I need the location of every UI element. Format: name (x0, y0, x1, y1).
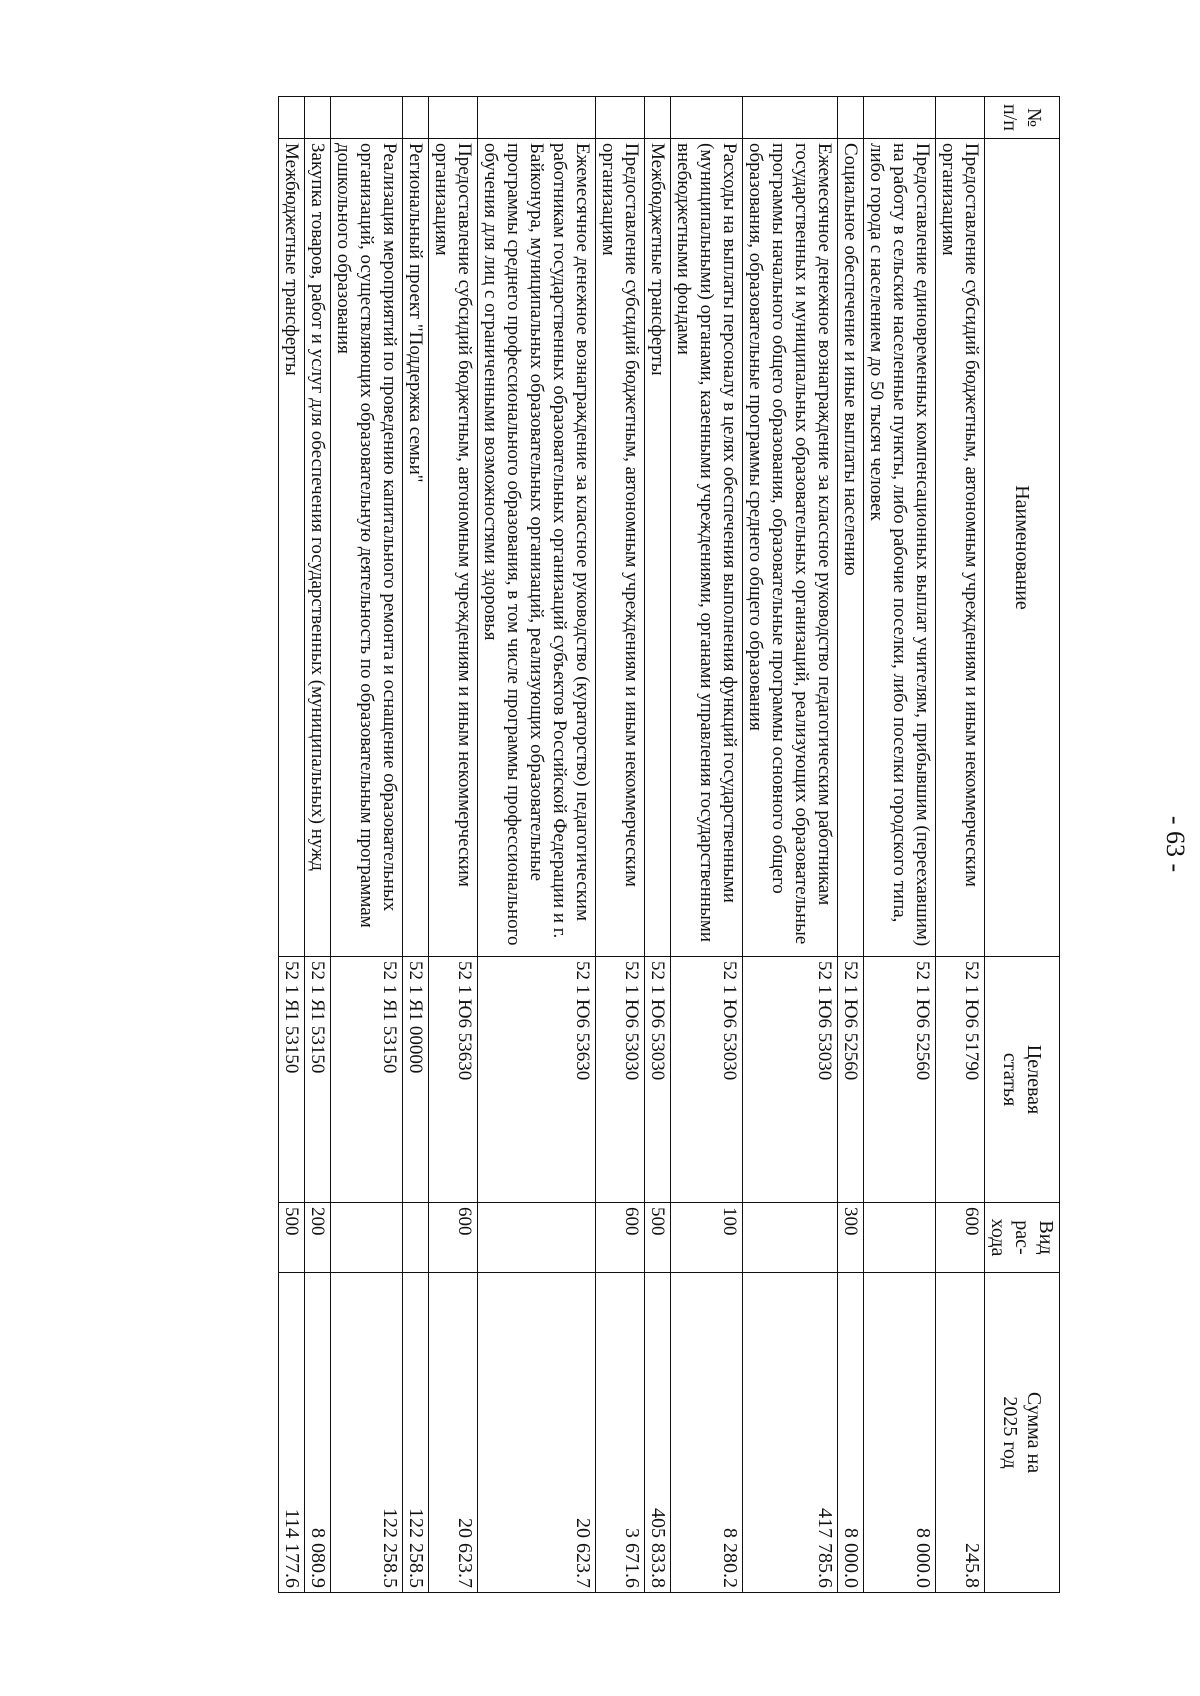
cell-kind: 600 (429, 1203, 478, 1273)
cell-kind: 200 (305, 1203, 331, 1273)
cell-num (478, 97, 596, 139)
cell-code: 52 1 Ю6 53630 (478, 957, 596, 1203)
header-num-text: № п/п (999, 104, 1045, 131)
cell-kind (864, 1203, 936, 1273)
header-kind-text: Вид рас- хода (987, 1218, 1057, 1257)
cell-num (838, 97, 864, 139)
cell-code: 52 1 Ю6 53030 (645, 957, 671, 1203)
cell-kind: 300 (838, 1203, 864, 1273)
cell-name: Социальное обеспечение и иные выплаты населению (838, 139, 864, 957)
cell-kind: 500 (279, 1203, 305, 1273)
cell-name: Предоставление субсидий бюджетным, автономным учреждениям и иным некоммерческим организациям (429, 139, 478, 957)
cell-amount: 417 785.6 (743, 1273, 838, 1593)
cell-kind: 100 (671, 1203, 743, 1273)
cell-name: Расходы на выплаты персоналу в целях обеспечения выполнения функций государственными (муниципальными) органами, казенными учреждениями, органами управления государственными внебюджетными фондами (671, 139, 743, 957)
cell-kind (403, 1203, 429, 1273)
cell-amount: 122 258.5 (331, 1273, 403, 1593)
cell-kind: 500 (645, 1203, 671, 1273)
cell-amount: 114 177.6 (279, 1273, 305, 1593)
cell-num (743, 97, 838, 139)
cell-name: Региональный проект "Поддержка семьи" (403, 139, 429, 957)
cell-code: 52 1 Я1 00000 (403, 957, 429, 1203)
cell-amount: 8 280.2 (671, 1273, 743, 1593)
table-row (279, 97, 305, 1593)
cell-amount: 3 671.6 (596, 1273, 645, 1593)
cell-amount: 122 258.5 (403, 1273, 429, 1593)
cell-name: Предоставление субсидий бюджетным, автономным учреждениям и иным некоммерческим организациям (596, 139, 645, 957)
cell-num (864, 97, 936, 139)
cell-code: 52 1 Ю6 53030 (596, 957, 645, 1203)
header-row (985, 97, 1060, 1593)
header-name-text: Наименование (1011, 485, 1033, 610)
cell-code: 52 1 Ю6 52560 (838, 957, 864, 1203)
header-amount-text: Сумма на 2025 год (999, 1391, 1045, 1474)
cell-name: Закупка товаров, работ и услуг для обеспечения государственных (муниципальных) нужд (305, 139, 331, 957)
cell-amount: 8 080.9 (305, 1273, 331, 1593)
cell-amount: 405 833.8 (645, 1273, 671, 1593)
table-row (671, 97, 743, 1593)
cell-code: 52 1 Я1 53150 (279, 957, 305, 1203)
cell-num (403, 97, 429, 139)
cell-name: Реализация мероприятий по проведению капитального ремонта и оснащение образовательных организаций, осуществляющих образовательную деятельность по образовательным программам дошкольного образования (331, 139, 403, 957)
cell-name: Предоставление субсидий бюджетным, автономным учреждениям и иным некоммерческим организациям (936, 139, 985, 957)
cell-amount: 8 000.0 (864, 1273, 936, 1593)
cell-code: 52 1 Ю6 52560 (864, 957, 936, 1203)
page-number: - 63 - (1161, 815, 1190, 873)
header-code (985, 957, 1060, 1203)
cell-name: Предоставление единовременных компенсационных выплат учителям, прибывшим (переехавшим) на работу в сельские населенные пункты, либо рабочие поселки, либо поселки городского типа, либо города с населением до 50 тысяч человек (864, 139, 936, 957)
cell-num (279, 97, 305, 139)
cell-amount: 245.8 (936, 1273, 985, 1593)
table-row (403, 97, 429, 1593)
header-amount (985, 1273, 1060, 1593)
cell-amount: 20 623.7 (478, 1273, 596, 1593)
cell-code: 52 1 Я1 53150 (305, 957, 331, 1203)
cell-kind: 600 (596, 1203, 645, 1273)
cell-kind: 600 (936, 1203, 985, 1273)
cell-code: 52 1 Ю6 53030 (743, 957, 838, 1203)
cell-kind (331, 1203, 403, 1273)
header-code-text: Целевая статья (999, 1044, 1045, 1115)
cell-amount: 8 000.0 (838, 1273, 864, 1593)
table-row (429, 97, 478, 1593)
cell-name: Межбюджетные трансферты (645, 139, 671, 957)
cell-num (671, 97, 743, 139)
header-name (985, 139, 1060, 957)
cell-kind (478, 1203, 596, 1273)
table-row (864, 97, 936, 1593)
table-row (936, 97, 985, 1593)
cell-num (936, 97, 985, 139)
table-row (838, 97, 864, 1593)
cell-code: 52 1 Ю6 53630 (429, 957, 478, 1203)
cell-num (596, 97, 645, 139)
table-row (743, 97, 838, 1593)
cell-code: 52 1 Я1 53150 (331, 957, 403, 1203)
table-row (596, 97, 645, 1593)
cell-name: Ежемесячное денежное вознаграждение за классное руководство (кураторство) педагогическим работникам государственных образовательных организаций субъектов Российской Федерации и г. Байконура, муниципальных образовательных организаций, реализующих образовательные программы среднего профессионального образования, в том числе программы профессионального обучения для лиц с ограниченными возможностями здоровья (478, 139, 596, 957)
table-row (331, 97, 403, 1593)
cell-num (305, 97, 331, 139)
header-num (985, 97, 1060, 139)
table-row (478, 97, 596, 1593)
rotated-content (120, 96, 1190, 1592)
cell-name: Ежемесячное денежное вознаграждение за классное руководство педагогическим работникам государственных и муниципальных образовательных организаций, реализующих образовательные программы начального общего образования, образовательные программы основного общего образования, образовательные программы среднего общего образования (743, 139, 838, 957)
cell-name: Межбюджетные трансферты (279, 139, 305, 957)
cell-num (429, 97, 478, 139)
header-kind (985, 1203, 1060, 1273)
budget-table (278, 96, 1060, 1593)
cell-code: 52 1 Ю6 53030 (671, 957, 743, 1203)
table-row (305, 97, 331, 1593)
cell-kind (743, 1203, 838, 1273)
cell-num (645, 97, 671, 139)
cell-num (331, 97, 403, 139)
table-row (645, 97, 671, 1593)
cell-code: 52 1 Ю6 51790 (936, 957, 985, 1203)
cell-amount: 20 623.7 (429, 1273, 478, 1593)
